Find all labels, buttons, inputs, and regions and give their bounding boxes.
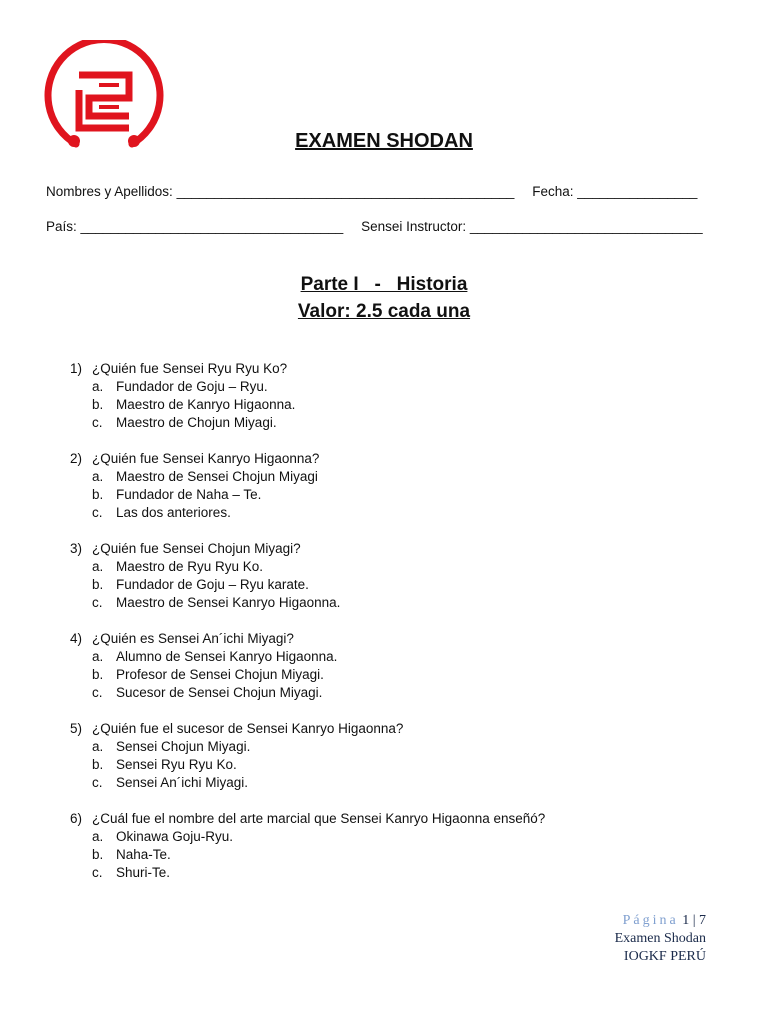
answer-option[interactable]: a. Alumno de Sensei Kanryo Higaonna. xyxy=(92,649,338,664)
answer-option[interactable]: b. Fundador de Naha – Te. xyxy=(92,487,262,502)
date-label: Fecha: xyxy=(532,184,574,199)
answer-option[interactable]: c. Sucesor de Sensei Chojun Miyagi. xyxy=(92,685,323,700)
question-number: 3) xyxy=(70,541,83,556)
name-blank[interactable]: _____________________________________________ xyxy=(176,184,515,199)
question-item xyxy=(70,360,710,432)
question-number: 5) xyxy=(70,721,83,736)
name-label: Nombres y Apellidos: xyxy=(46,184,173,199)
answer-option[interactable]: c. Maestro de Chojun Miyagi. xyxy=(92,415,277,430)
footer-exam-name: Examen Shodan xyxy=(614,931,706,946)
answer-option[interactable]: c. Las dos anteriores. xyxy=(92,505,231,520)
answer-option[interactable]: b. Profesor de Sensei Chojun Miyagi. xyxy=(92,667,324,682)
date-blank[interactable]: ________________ xyxy=(577,184,698,199)
part-heading: Parte I - Historia xyxy=(300,274,468,295)
answer-option[interactable]: b. Naha-Te. xyxy=(92,847,171,862)
question-item xyxy=(70,630,710,702)
answer-option[interactable]: c. Maestro de Sensei Kanryo Higaonna. xyxy=(92,595,341,610)
question-text: ¿Quién fue Sensei Kanryo Higaonna? xyxy=(92,451,320,466)
name-date-row xyxy=(46,184,697,199)
question-item xyxy=(70,540,710,612)
country-label: País: xyxy=(46,219,77,234)
page-number-line xyxy=(615,912,706,930)
question-number: 1) xyxy=(70,361,83,376)
pagina-label: Página xyxy=(622,913,679,928)
instructor-blank[interactable]: _______________________________ xyxy=(469,219,703,234)
question-text: ¿Quién fue Sensei Chojun Miyagi? xyxy=(92,541,301,556)
answer-option[interactable]: a. Maestro de Ryu Ryu Ko. xyxy=(92,559,264,574)
country-instructor-row xyxy=(46,219,703,234)
question-text: ¿Quién fue Sensei Ryu Ryu Ko? xyxy=(92,361,288,376)
question-number: 6) xyxy=(70,811,83,826)
question-item xyxy=(70,450,710,522)
answer-option[interactable]: a. Fundador de Goju – Ryu. xyxy=(92,379,268,394)
page-number: 1 | 7 xyxy=(682,913,706,928)
document-title: EXAMEN SHODAN xyxy=(295,130,473,152)
question-number: 2) xyxy=(70,451,83,466)
answer-option[interactable]: c. Shuri-Te. xyxy=(92,865,171,880)
footer-organization: IOGKF PERÚ xyxy=(623,949,706,964)
question-text: ¿Quién es Sensei An´ichi Miyagi? xyxy=(92,631,294,646)
answer-option[interactable]: b. Fundador de Goju – Ryu karate. xyxy=(92,577,309,592)
answer-option[interactable]: a. Sensei Chojun Miyagi. xyxy=(92,739,251,754)
instructor-label: Sensei Instructor: xyxy=(361,219,467,234)
country-blank[interactable]: ___________________________________ xyxy=(80,219,344,234)
value-heading: Valor: 2.5 cada una xyxy=(297,301,471,322)
answer-option[interactable]: b. Maestro de Kanryo Higaonna. xyxy=(92,397,296,412)
page-footer xyxy=(615,912,706,966)
answer-option[interactable]: c. Sensei An´ichi Miyagi. xyxy=(92,775,249,790)
question-text: ¿Cuál fue el nombre del arte marcial que Sensei Kanryo Higaonna enseñó? xyxy=(92,811,546,826)
answer-option[interactable]: a. Okinawa Goju-Ryu. xyxy=(92,829,234,844)
question-item xyxy=(70,810,710,882)
question-item xyxy=(70,720,710,792)
question-list xyxy=(70,360,710,900)
question-text: ¿Quién fue el sucesor de Sensei Kanryo Higaonna? xyxy=(92,721,404,736)
question-number: 4) xyxy=(70,631,83,646)
answer-option[interactable]: b. Sensei Ryu Ryu Ko. xyxy=(92,757,237,772)
answer-option[interactable]: a. Maestro de Sensei Chojun Miyagi xyxy=(92,469,318,484)
